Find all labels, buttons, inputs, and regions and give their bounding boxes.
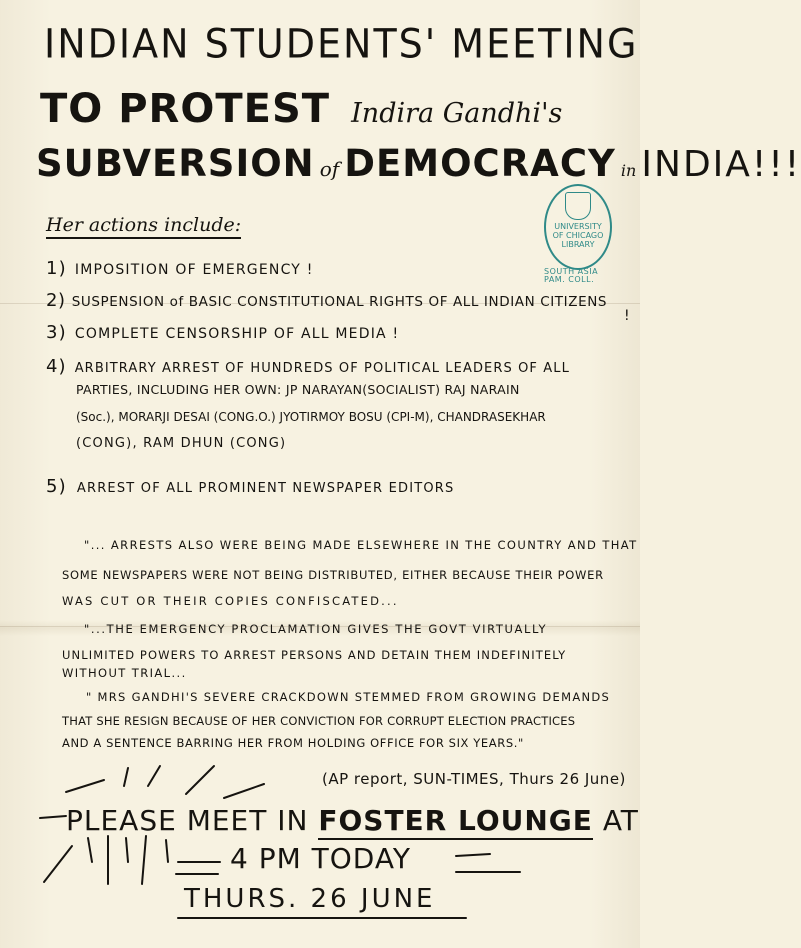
ray-stroke [186, 766, 214, 794]
ray-stroke [40, 816, 66, 818]
ray-stroke [88, 838, 92, 862]
title-subversion: SUBVERSION [36, 142, 315, 185]
quote-line: "... ARRESTS ALSO WERE BEING MADE ELSEWHERE IN THE COUNTRY AND THAT [84, 538, 638, 552]
quote-line: " MRS GANDHI'S SEVERE CRACKDOWN STEMMED FROM GROWING DEMANDS [86, 690, 611, 704]
title-of: of [319, 157, 340, 181]
ray-stroke [126, 838, 128, 862]
ray-stroke [166, 840, 168, 862]
quote-line: WAS CUT OR THEIR COPIES CONFISCATED... [62, 594, 399, 608]
item-text: COMPLETE CENSORSHIP OF ALL MEDIA ! [74, 326, 400, 342]
source-citation: (AP report, SUN-TIMES, Thurs 26 June) [322, 770, 626, 788]
quote-line: AND A SENTENCE BARRING HER FROM HOLDING OFFICE FOR SIX YEARS." [62, 736, 524, 750]
quote-line: UNLIMITED POWERS TO ARREST PERSONS AND DETAIN THEM INDEFINITELY [62, 648, 567, 662]
meeting-date: THURS. 26 JUNE [184, 884, 436, 914]
stamp-sub-line: PAM. COLL. [544, 275, 595, 284]
item-number: 3) [46, 322, 67, 343]
actions-heading: Her actions include: [46, 214, 241, 239]
title-line-1: INDIAN STUDENTS' MEETING [44, 20, 639, 68]
item-text-continued: ! [624, 308, 631, 324]
item-number: 4) [46, 356, 67, 377]
title-in: in [620, 161, 637, 180]
item-text: ARBITRARY ARREST OF HUNDREDS OF POLITICAL LEADERS OF ALL [74, 361, 570, 376]
title-democracy: DEMOCRACY [344, 142, 616, 185]
ray-stroke [66, 780, 104, 792]
ray-stroke [124, 768, 128, 786]
item-text: IMPOSITION OF EMERGENCY ! [74, 262, 314, 278]
ray-stroke [148, 766, 160, 786]
item-text-continued: (Soc.), MORARJI DESAI (CONG.O.) JYOTIRMOY BOSU (CPI-M), CHANDRASEKHAR [76, 410, 546, 424]
meet-prefix: PLEASE MEET IN [66, 804, 309, 837]
meeting-time: 4 PM TODAY [230, 842, 411, 875]
quote-line: WITHOUT TRIAL... [62, 666, 187, 680]
meet-location: FOSTER LOUNGE [318, 804, 593, 840]
item-text: ARREST OF ALL PROMINENT NEWSPAPER EDITORS [76, 481, 455, 496]
title-india: INDIA!!! [641, 144, 801, 185]
stamp-line: OF CHICAGO [552, 231, 604, 240]
quote-line: SOME NEWSPAPERS WERE NOT BEING DISTRIBUTED, EITHER BECAUSE THEIR POWER [62, 568, 604, 582]
equals-stroke [456, 854, 490, 856]
item-number: 5) [46, 476, 67, 497]
meet-suffix: AT [602, 804, 639, 837]
title-to-protest: TO PROTEST [40, 86, 331, 132]
quote-line: THAT SHE RESIGN BECAUSE OF HER CONVICTION FOR CORRUPT ELECTION PRACTICES [62, 714, 576, 728]
meet-line [66, 804, 639, 837]
stamp-line: LIBRARY [561, 240, 595, 249]
ray-stroke [224, 784, 264, 798]
item-text-continued: PARTIES, INCLUDING HER OWN: JP NARAYAN(SOCIALIST) RAJ NARAIN [76, 382, 520, 397]
quote-line: "...THE EMERGENCY PROCLAMATION GIVES THE GOVT VIRTUALLY [84, 622, 548, 636]
item-text-continued: (CONG), RAM DHUN (CONG) [76, 436, 287, 451]
item-number: 1) [46, 258, 67, 279]
stamp-sub-line: SOUTH ASIA [544, 267, 599, 276]
ray-stroke [142, 836, 146, 884]
item-text: SUSPENSION of BASIC CONSTITUTIONAL RIGHTS OF ALL INDIAN CITIZENS [71, 294, 608, 310]
ray-stroke [44, 846, 72, 882]
item-number: 2) [46, 290, 66, 311]
stamp-line: UNIVERSITY [554, 222, 602, 231]
title-indira-gandhi: Indira Gandhi's [351, 98, 563, 129]
